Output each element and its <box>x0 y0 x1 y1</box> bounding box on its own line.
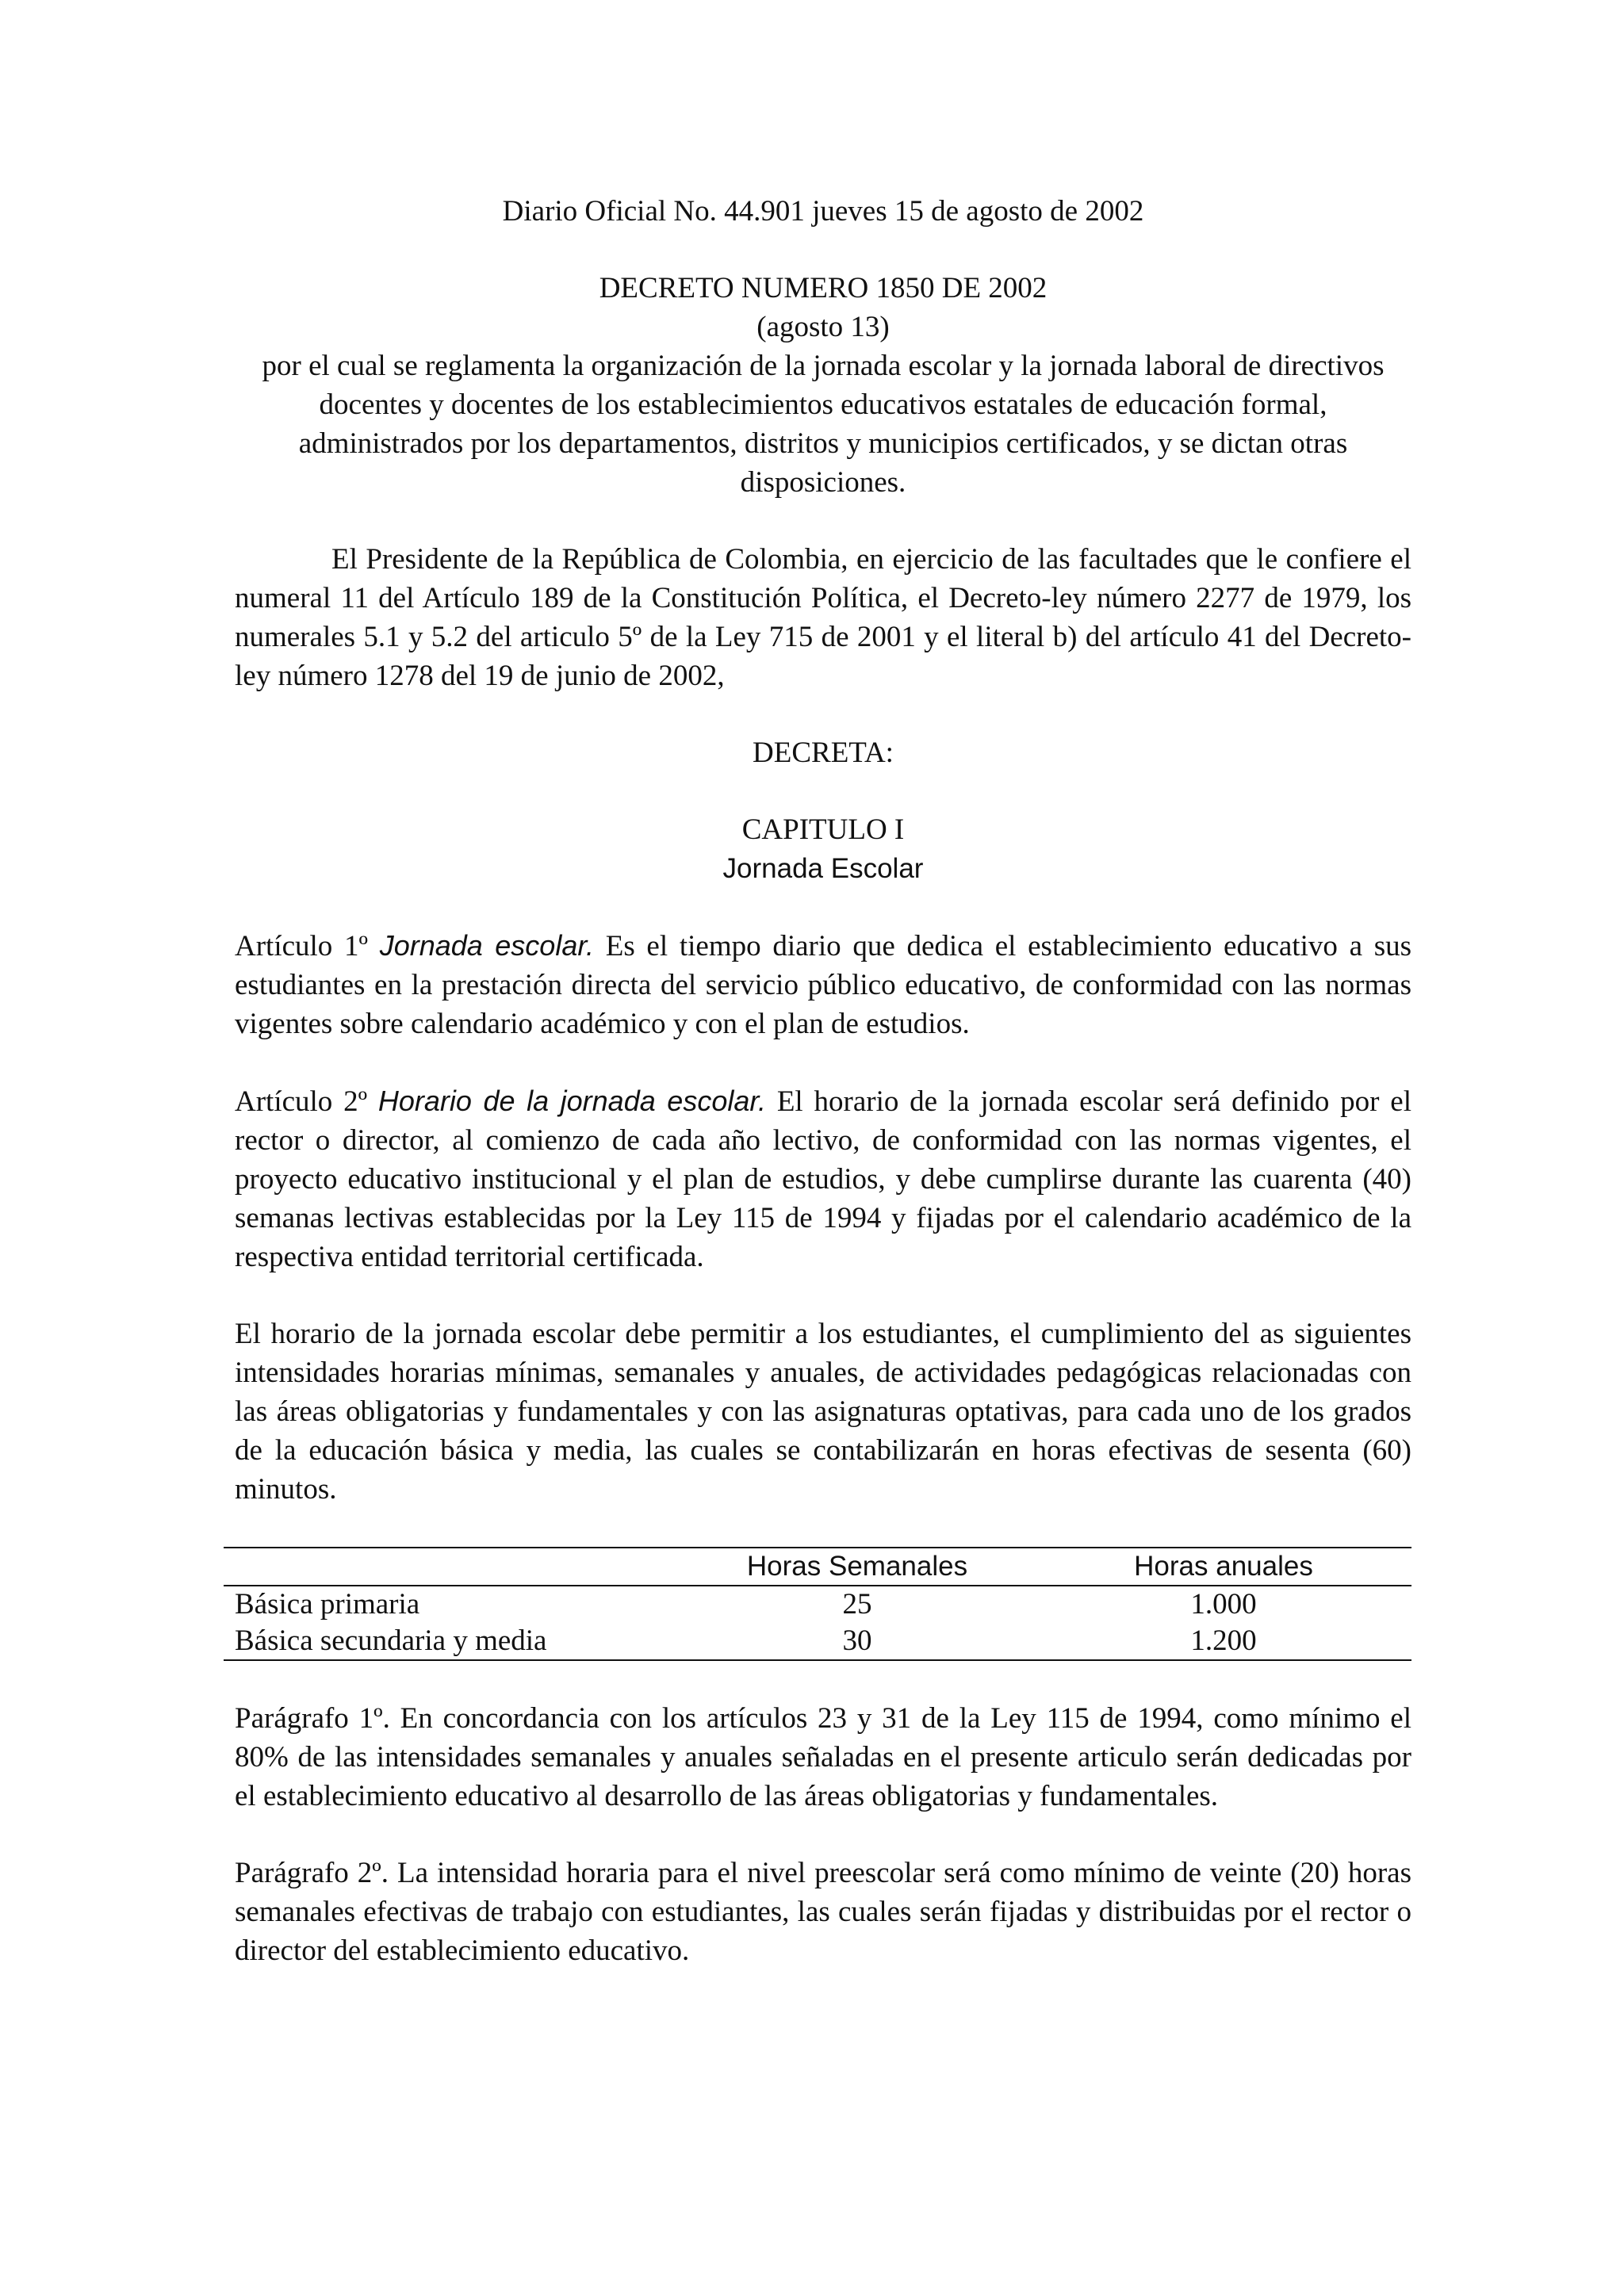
chapter-heading: CAPITULO I <box>741 813 905 846</box>
table-cell-annual: 1.200 <box>1190 1624 1257 1657</box>
hours-table <box>224 1547 1411 1661</box>
article-1-title: Jornada escolar. <box>379 929 594 962</box>
gazette-header: Diario Oficial No. 44.901 jueves 15 de agosto de 2002 <box>502 195 1144 228</box>
decreta-heading: DECRETA: <box>753 737 894 769</box>
article-1-label: Artículo 1º <box>235 930 368 962</box>
preamble-paragraph: El Presidente de la República de Colombia, en ejercicio de las facultades que le confiere el numeral 11 del Artículo 189 de la Constitución Política, el Decreto-ley número 2277 de 1979, los numerales 5.1 y 5.2 del articulo 5º de la Ley 715 de 2001 y el literal b) del artículo 41 del Decreto-ley número 1278 del 19 de junio de 2002, <box>235 543 1411 692</box>
hours-intro-paragraph: El horario de la jornada escolar debe permitir a los estudiantes, el cumplimiento del as siguientes intensidades horarias mínimas, semanales y anuales, de actividades pedagógicas relacionadas con las áreas obligatorias y fundamentales y con las asignaturas optativas, para cada uno de los grados de la educación básica y media, las cuales se contabilizarán en horas efectivas de sesenta (60) minutos. <box>235 1318 1411 1506</box>
table-header-level <box>224 1548 679 1586</box>
article-2-title: Horario de la jornada escolar. <box>377 1085 767 1117</box>
table-cell-weekly: 25 <box>842 1588 872 1621</box>
article-2-label: Artículo 2º <box>235 1085 368 1118</box>
table-row <box>224 1586 1411 1623</box>
table-cell-annual: 1.000 <box>1190 1588 1257 1621</box>
paragraph-2: Parágrafo 2º. La intensidad horaria para el nivel preescolar será como mínimo de veinte (20) horas semanales efectivas de trabajo con estudiantes, las cuales serán fijadas y distribuidas por el rector o director del establecimiento educativo. <box>235 1857 1411 1967</box>
article-1 <box>235 926 1411 1043</box>
decree-description: por el cual se reglamenta la organización de la jornada escolar y la jornada laboral de directivos docentes y docentes de los establecimientos educativos estatales de educación formal, administrados por los departamentos, distritos y municipios certificados, y se dictan otras disposiciones. <box>262 350 1385 499</box>
decree-heading-block <box>235 269 1411 502</box>
decree-date: (agosto 13) <box>756 311 890 343</box>
table-header-weekly: Horas Semanales <box>679 1548 1036 1586</box>
article-2-text: El horario de la jornada escolar será definido por el rector o director, al comienzo de cada año lectivo, de conformidad con las normas vigentes, el proyecto educativo institucional y el plan de estudios, y debe cumplirse durante las cuarenta (40) semanas lectivas establecidas por la Ley 115 de 1994 y fijadas por el calendario académico de la respectiva entidad territorial certificada. <box>235 1085 1411 1273</box>
table-cell-weekly: 30 <box>842 1624 872 1657</box>
article-2 <box>235 1081 1411 1276</box>
decree-title: DECRETO NUMERO 1850 DE 2002 <box>599 272 1048 304</box>
table-header-row <box>224 1548 1411 1586</box>
table-cell-level: Básica primaria <box>235 1588 420 1621</box>
table-row <box>224 1623 1411 1660</box>
paragraph-1: Parágrafo 1º. En concordancia con los artículos 23 y 31 de la Ley 115 de 1994, como mínimo el 80% de las intensidades semanales y anuales señaladas en el presente articulo serán dedicadas por el establecimiento educativo al desarrollo de las áreas obligatorias y fundamentales. <box>235 1702 1411 1812</box>
document-body <box>235 192 1411 2008</box>
article-1-text: Es el tiempo diario que dedica el establecimiento educativo a sus estudiantes en la prestación directa del servicio público educativo, de conformidad con las normas vigentes sobre calendario académico y con el plan de estudios. <box>235 930 1412 1040</box>
table-cell-level: Básica secundaria y media <box>235 1624 547 1657</box>
chapter-heading-block <box>235 810 1411 888</box>
table-header-annual: Horas anuales <box>1036 1548 1411 1586</box>
chapter-subtitle: Jornada Escolar <box>722 853 924 884</box>
